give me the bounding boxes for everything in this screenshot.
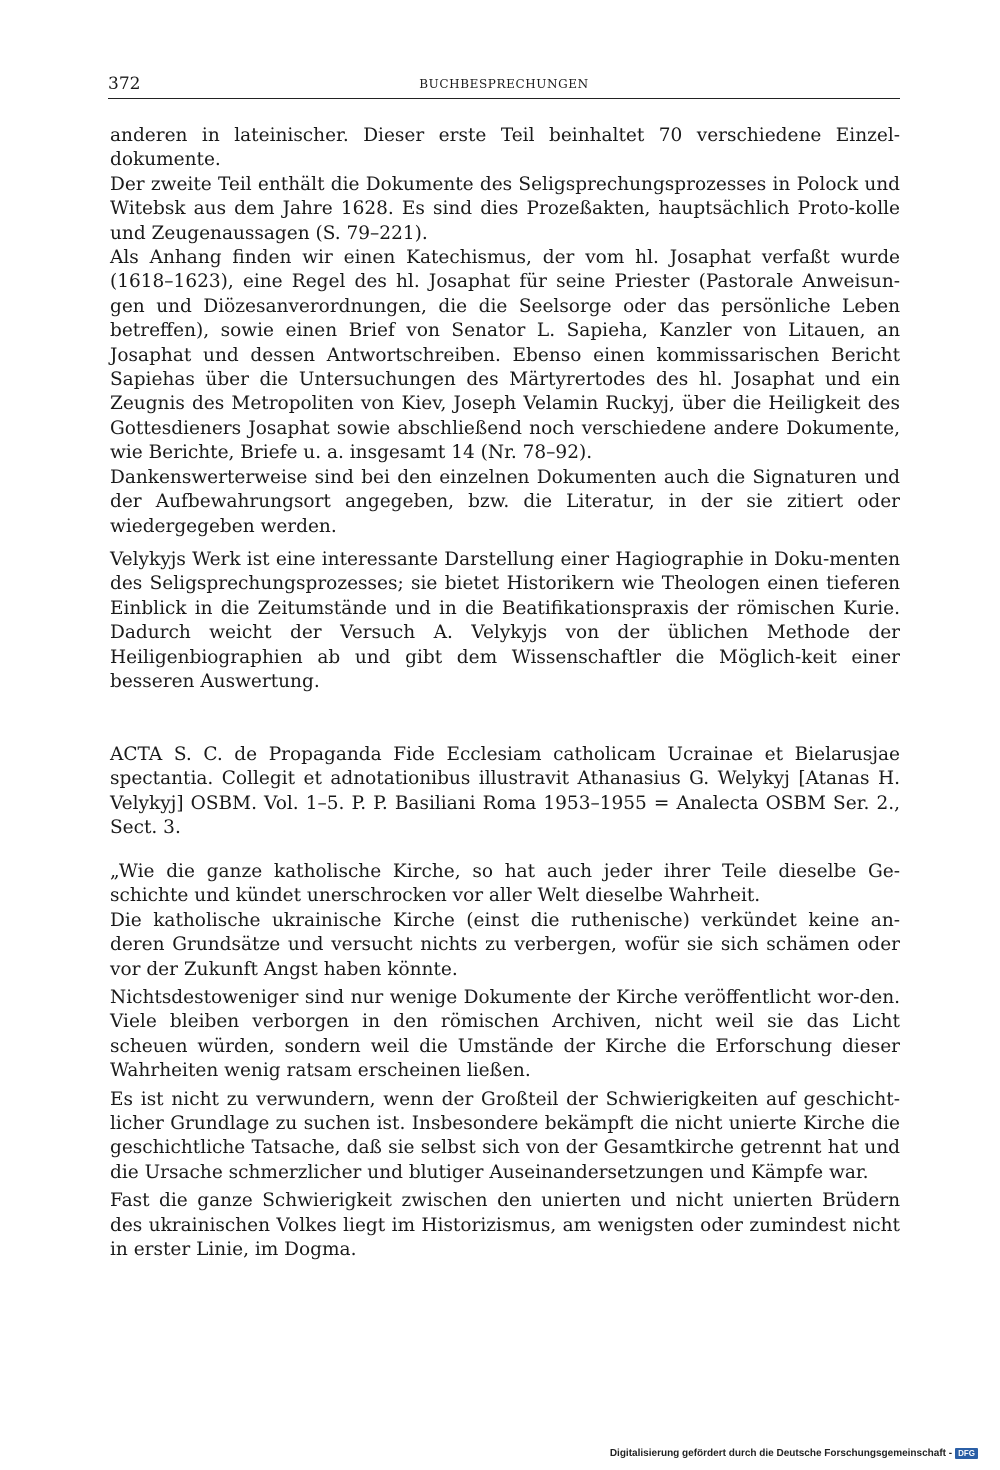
paragraph: Als Anhang finden wir einen Katechismus, der vom hl. Josaphat verfaßt wurde (1618–1623), eine Regel des hl. Josaphat für seine Priester (Pastorale Anweisun-gen und Diözesanverordnungen, die die Seelsorge oder das persönliche Leben betreffen), sowie einen Brief von Senator L. Sapieha, Kanzler von Litauen, an Josaphat und dessen Antwortschreiben. Ebenso einen kommissarischen Bericht Sapiehas über die Untersuchungen des Märtyrertodes des hl. Josaphat und ein Zeugnis des Metropoliten von Kiev, Joseph Velamin Ruckyj, über die Heiligkeit des Gottesdieners Josaphat sowie abschließend noch verschiedene andere Dokumente, wie Berichte, Briefe u. a. insgesamt 14 (Nr. 78–92). xyxy=(110,247,900,464)
paragraph: Fast die ganze Schwierigkeit zwischen den unierten und nicht unierten Brüdern des ukrainischen Volkes liegt im Historizismus, am wenigsten oder zumindest nicht in erster Linie, im Dogma. xyxy=(110,1190,900,1261)
credit-text: Digitalisierung gefördert durch die Deutsche Forschungsgemeinschaft - xyxy=(609,1448,953,1459)
paragraph: Velykyjs Werk ist eine interessante Darstellung einer Hagiographie in Doku-menten des Seligsprechungsprozesses; sie bietet Historikern wie Theologen einen tieferen Einblick in die Zeitumstände und in die Beatifikationspraxis der römischen Kurie. Dadurch weicht der Versuch A. Velykyjs von der üblichen Methode der Heiligenbiographien ab und gibt dem Wissenschaftler die Möglich-keit einer besseren Auswertung. xyxy=(110,549,900,693)
review-1-conclusion xyxy=(110,548,900,694)
paragraph: Es ist nicht zu verwundern, wenn der Großteil der Schwierigkeiten auf geschicht-licher Grundlage zu suchen ist. Insbesondere bekämpft die nicht unierte Kirche die geschichtliche Tatsache, daß sie selbst sich von der Gesamtkirche getrennt hat und die Ursache schmerzlicher und blutiger Auseinandersetzungen und Kämpfe war. xyxy=(110,1088,900,1183)
page-header xyxy=(108,72,900,99)
review-1-continuation xyxy=(110,124,900,539)
review-2-bibliographic-title xyxy=(110,743,900,841)
paragraph: Die katholische ukrainische Kirche (einst die ruthenische) verkündet keine an-deren Grundsätze und versucht nichts zu verbergen, wofür sie sich schämen oder vor der Zukunft Angst haben könnte. xyxy=(110,909,900,980)
book-title: ACTA S. C. de Propaganda Fide Ecclesiam catholicam Ucrainae et Bielarusjae spectantia. Collegit et adnotationibus illustravit Athanasius G. Welykyj [Atanas H. Velykyj] OSBM. Vol. 1–5. P. P. Basiliani Roma 1953–1955 = Analecta OSBM Ser. 2., Sect. 3. xyxy=(110,744,900,839)
paragraph: „Wie die ganze katholische Kirche, so hat auch jeder ihrer Teile dieselbe Ge-schichte und kündet unerschrocken vor aller Welt dieselbe Wahrheit. xyxy=(110,861,900,907)
review-2-body xyxy=(110,860,900,1263)
digitization-credit xyxy=(610,1448,978,1459)
paragraph: Dankenswerterweise sind bei den einzelnen Dokumenten auch die Signaturen und der Aufbewahrungsort angegeben, bzw. die Literatur, in der sie zitiert oder wiedergegeben werden. xyxy=(110,466,900,537)
paragraph: Der zweite Teil enthält die Dokumente des Seligsprechungsprozesses in Polock und Witebsk aus dem Jahre 1628. Es sind dies Prozeßakten, hauptsächlich Proto-kolle und Zeugenaussagen (S. 79–221). xyxy=(110,173,900,244)
paragraph: anderen in lateinischer. Dieser erste Teil beinhaltet 70 verschiedene Einzel-dokumente. xyxy=(110,125,900,171)
paragraph: Nichtsdestoweniger sind nur wenige Dokumente der Kirche veröffentlicht wor-den. Viele bleiben verborgen in den römischen Archiven, nicht weil sie das Licht scheuen würden, sondern weil die Umstände der Kirche die Erforschung dieser Wahrheiten wenig ratsam erscheinen ließen. xyxy=(110,987,900,1082)
dfg-logo-icon: DFG xyxy=(955,1448,978,1459)
running-head: BUCHBESPRECHUNGEN xyxy=(419,77,589,91)
page-number: 372 xyxy=(108,74,141,94)
